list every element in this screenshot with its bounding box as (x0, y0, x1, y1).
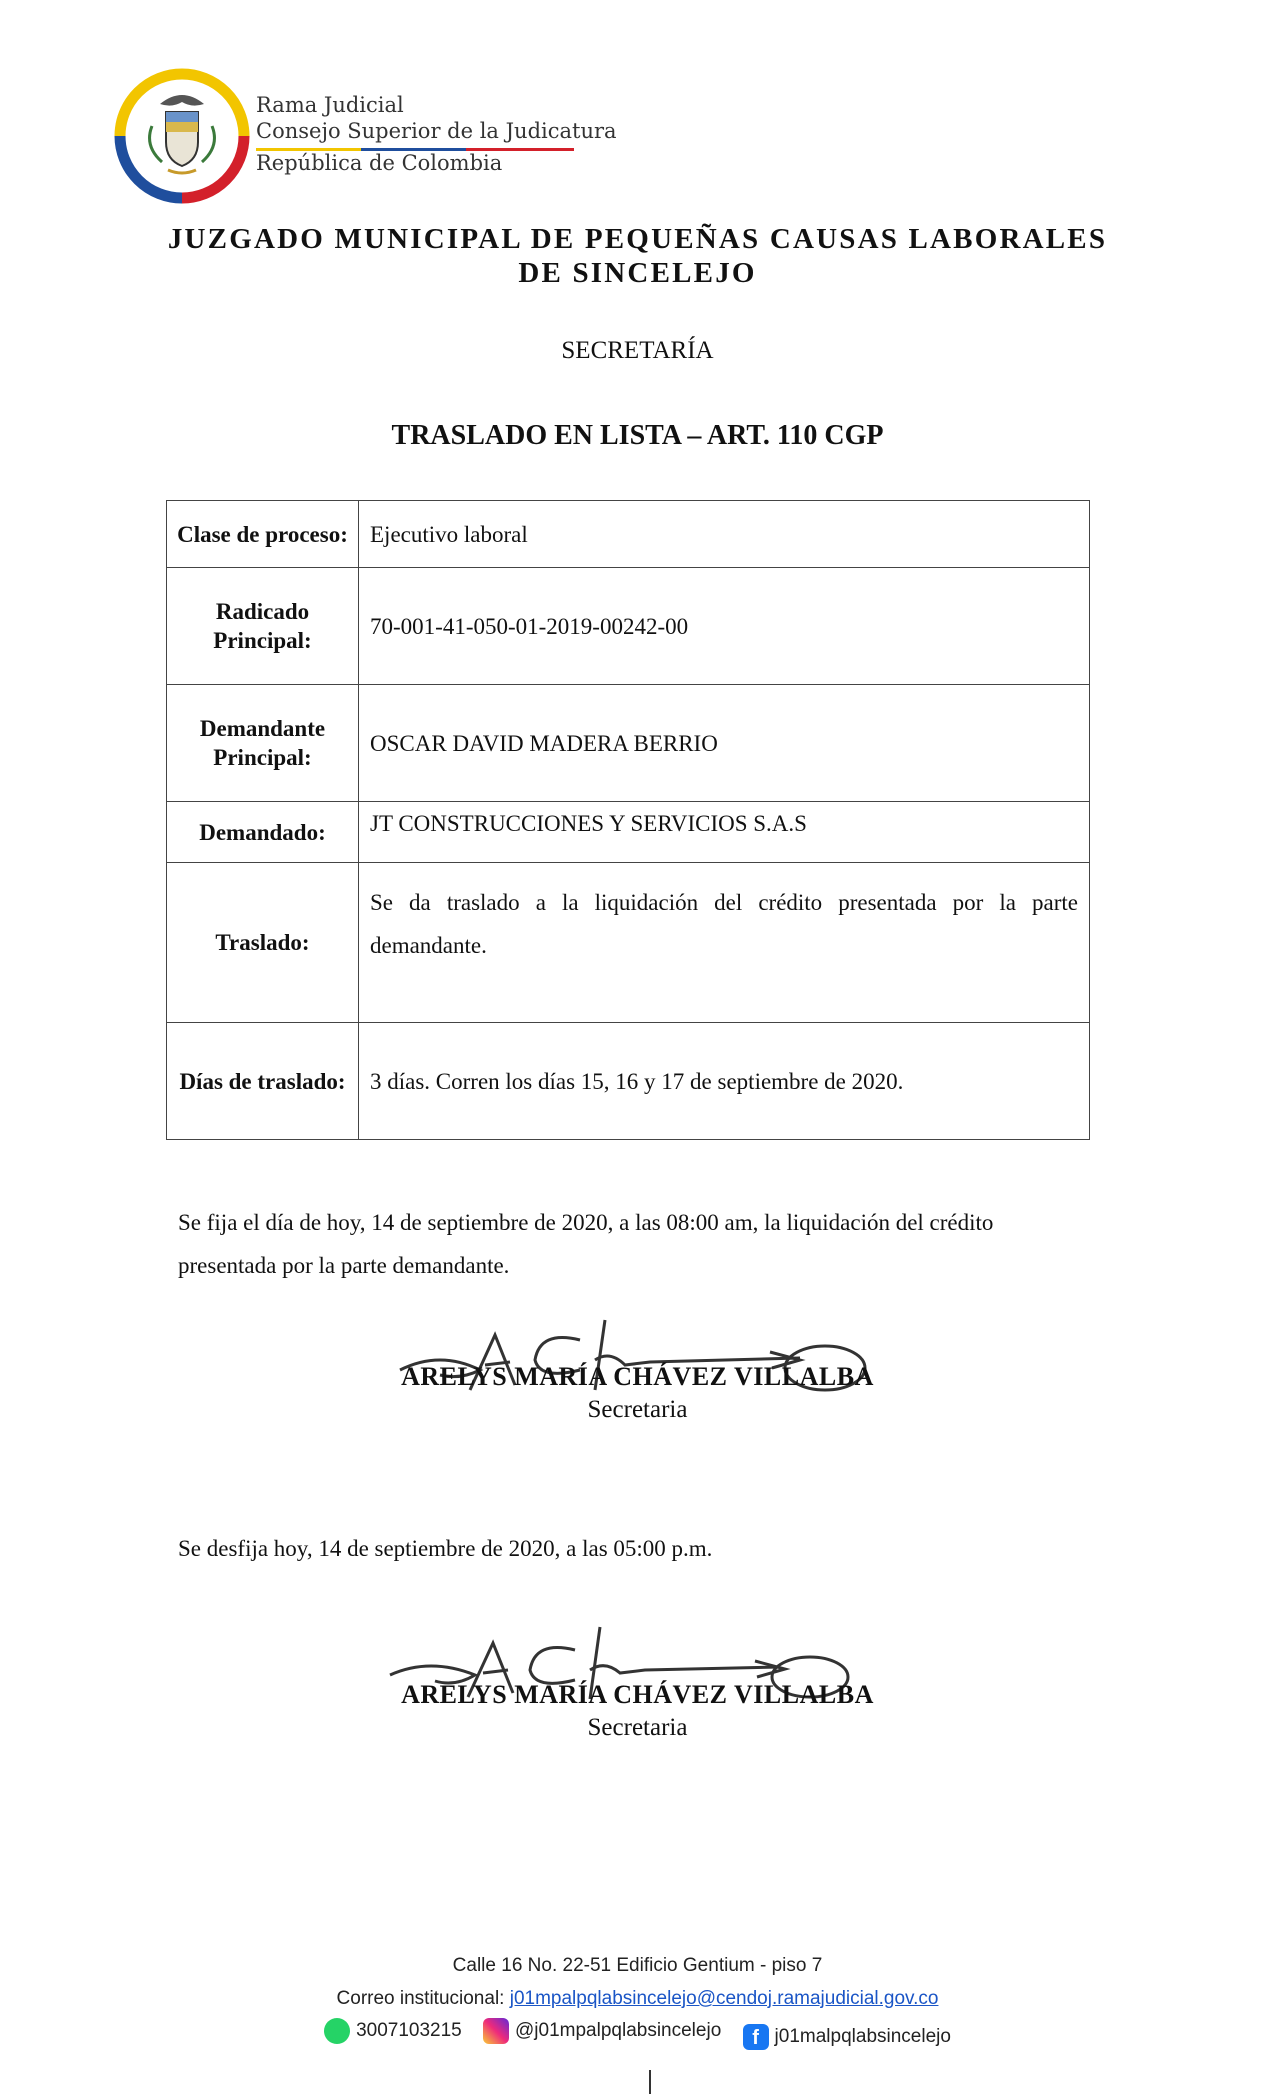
row-label: Traslado: (167, 863, 359, 1023)
org-name (256, 92, 617, 176)
org-line1: Rama Judicial (256, 93, 404, 117)
table-row (167, 568, 1090, 685)
fijacion-paragraph: Se fija el día de hoy, 14 de septiembre de 2020, a las 08:00 am, la liquidación del crédito presentada por la parte demandante. (178, 1210, 994, 1278)
row-value: 70-001-41-050-01-2019-00242-00 (359, 568, 1090, 685)
row-label: Clase de proceso: (167, 501, 359, 568)
instagram-icon (483, 2018, 509, 2044)
whatsapp-contact[interactable] (324, 2018, 462, 2044)
signer-name: ARELYS MARÍA CHÁVEZ VILLALBA (401, 1362, 874, 1391)
facebook-icon: f (743, 2024, 769, 2050)
footer-social (0, 2018, 1275, 2050)
facebook-handle: j01malpqlabsincelejo (774, 2026, 951, 2047)
court-name (0, 222, 1275, 290)
row-label: Días de traslado: (167, 1023, 359, 1140)
signer-name: ARELYS MARÍA CHÁVEZ VILLALBA (401, 1680, 874, 1709)
email-link[interactable]: j01mpalpqlabsincelejo@cendoj.ramajudicial.gov.co (509, 1988, 939, 2009)
tricolor-rule (256, 148, 574, 151)
signer-role: Secretaria (587, 1714, 688, 1741)
footer-email-line (0, 1988, 1275, 2010)
row-value: Ejecutivo laboral (359, 501, 1090, 568)
table-row (167, 1023, 1090, 1140)
row-value: JT CONSTRUCCIONES Y SERVICIOS S.A.S (359, 802, 1090, 863)
coat-of-arms-icon (150, 95, 215, 173)
court-line1: JUZGADO MUNICIPAL DE PEQUEÑAS CAUSAS LABORALES (167, 223, 1108, 255)
signer-role: Secretaria (587, 1396, 688, 1423)
case-info-table (166, 500, 1090, 1140)
document-title: TRASLADO EN LISTA – ART. 110 CGP (391, 420, 884, 451)
rama-judicial-logo (108, 66, 256, 206)
desfijacion-paragraph: Se desfija hoy, 14 de septiembre de 2020, a las 05:00 p.m. (178, 1536, 713, 1561)
table-row (167, 802, 1090, 863)
footer-address: Calle 16 No. 22-51 Edificio Gentium - piso 7 (452, 1955, 823, 1976)
whatsapp-icon (324, 2018, 350, 2044)
signature-block-2 (0, 1678, 1275, 1744)
table-row (167, 863, 1090, 1023)
table-row (167, 685, 1090, 802)
instagram-contact[interactable] (483, 2018, 721, 2044)
signature-block-1 (0, 1360, 1275, 1426)
row-label: Radicado Principal: (167, 568, 359, 685)
row-label: Demandante Principal: (167, 685, 359, 802)
row-value: OSCAR DAVID MADERA BERRIO (359, 685, 1090, 802)
email-label: Correo institucional: (336, 1988, 505, 2009)
whatsapp-number: 3007103215 (356, 2020, 462, 2041)
text-cursor (649, 2070, 651, 2094)
court-line2: DE SINCELEJO (518, 257, 757, 289)
section-heading: SECRETARÍA (561, 337, 714, 364)
org-line2: Consejo Superior de la Judicatura (256, 119, 617, 143)
table-row (167, 501, 1090, 568)
instagram-handle: @j01mpalpqlabsincelejo (515, 2020, 722, 2041)
row-value: 3 días. Corren los días 15, 16 y 17 de septiembre de 2020. (359, 1023, 1090, 1140)
row-label: Demandado: (167, 802, 359, 863)
org-line3: República de Colombia (256, 151, 503, 175)
row-value: Se da traslado a la liquidación del crédito presentada por la parte demandante. (359, 863, 1090, 1023)
facebook-contact[interactable] (743, 2024, 951, 2050)
